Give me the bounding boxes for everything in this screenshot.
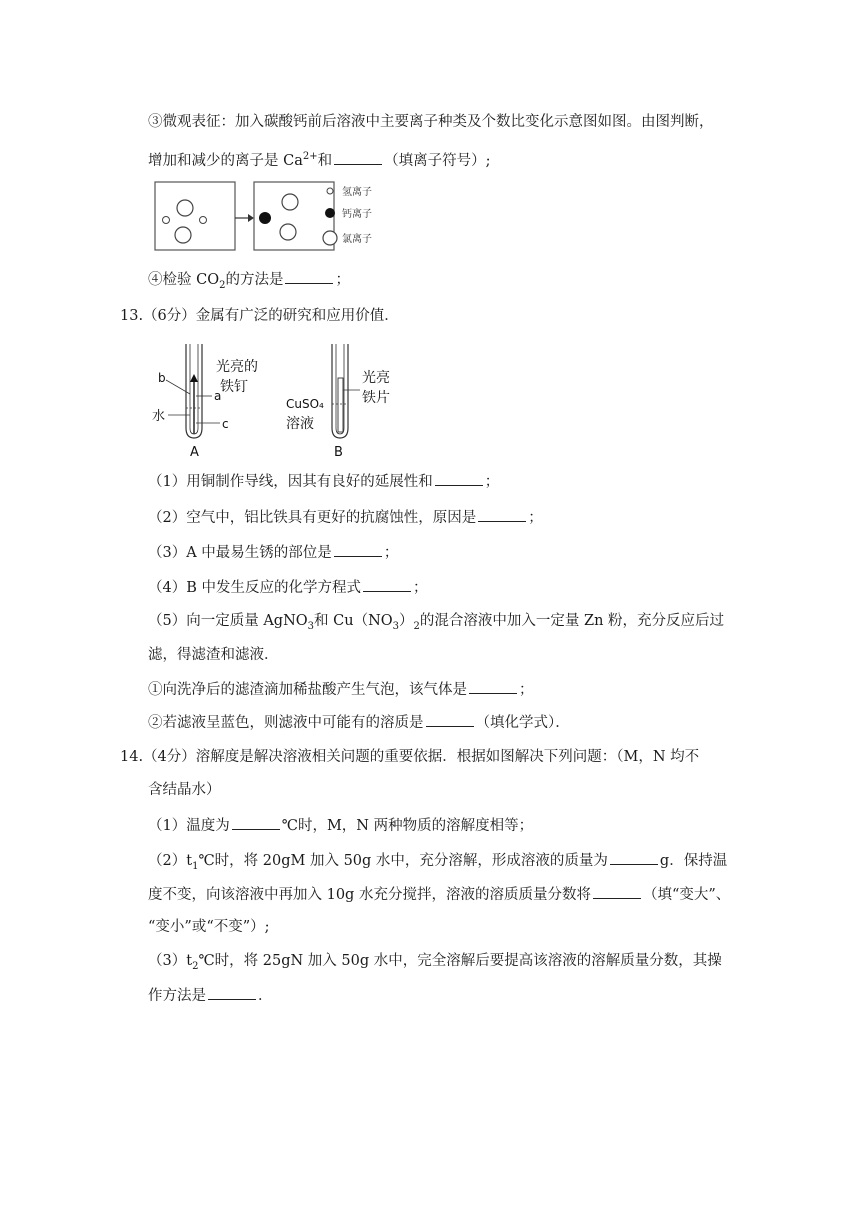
q13-p3-end: ； bbox=[383, 545, 399, 561]
q13-p5a-end: ； bbox=[519, 682, 534, 698]
q13-p5b bbox=[148, 712, 570, 733]
q14-p2-mid: ℃时，将 20gM 加入 50g 水中，充分溶解，形成溶液的质量为 bbox=[198, 853, 608, 869]
q13-p5b-text: ②若滤液呈蓝色，则滤液中可能有的溶质是 bbox=[148, 715, 424, 731]
q13-sub-3: 2 bbox=[413, 620, 420, 632]
q13-p5-mid2: ） bbox=[399, 613, 414, 629]
q13-p1-end: ； bbox=[484, 474, 500, 490]
q12-part4-text: ④检验 CO bbox=[148, 272, 220, 288]
q12-part3-line2 bbox=[148, 150, 491, 171]
chloride-ion bbox=[280, 224, 296, 240]
q14-p3-post: ℃时，将 25gN 加入 50g 水中，完全溶解后要提高该溶液的溶解质量分数，其操 bbox=[198, 953, 722, 969]
q13-sub-2: 3 bbox=[392, 620, 400, 632]
q14-p2-line2-post: （填“变大”、 bbox=[642, 887, 731, 903]
q13-p5a-blank[interactable] bbox=[469, 679, 517, 694]
q12-part4-method: 的方法是 bbox=[225, 272, 284, 288]
q12-ca-charge: 2+ bbox=[302, 151, 318, 163]
calcium-ion bbox=[259, 212, 271, 224]
q14-p3-line2-end: ． bbox=[258, 988, 273, 1004]
q14-p2-text: （2）t bbox=[148, 853, 193, 869]
legend-calcium-icon bbox=[325, 208, 335, 218]
q13-p1-text: （1）用铜制作导线，因其有良好的延展性和 bbox=[148, 474, 433, 490]
legend-hydrogen: 氢离子 bbox=[342, 187, 372, 198]
q14-p3-line2-text: 作方法是 bbox=[148, 988, 206, 1004]
q14-title: 14.（4分）溶解度是解决溶液相关问题的重要依据．根据如图解决下列问题：（M，N 均不 bbox=[120, 749, 700, 765]
q14-p3 bbox=[148, 951, 722, 971]
q12-part3-text: 增加和减少的离子是 Ca bbox=[148, 153, 303, 169]
q14-p3-blank[interactable] bbox=[208, 985, 256, 1000]
q13-p2 bbox=[148, 507, 543, 528]
q14-p2-line2 bbox=[148, 884, 730, 905]
iron-plate bbox=[338, 378, 343, 432]
hydrogen-ion bbox=[163, 217, 170, 224]
hydrogen-ion bbox=[200, 217, 207, 224]
q12-part4 bbox=[148, 269, 350, 290]
q14-p1 bbox=[148, 815, 533, 836]
q14-t1-sub: 1 bbox=[192, 860, 199, 872]
legend-calcium: 钙离子 bbox=[342, 209, 372, 220]
q13-p5a bbox=[148, 679, 534, 700]
q13-p2-end: ； bbox=[528, 510, 543, 526]
q13-p5b-blank[interactable] bbox=[426, 712, 474, 727]
q13-p2-text: （2）空气中，铝比铁具有更好的抗腐蚀性，原因是 bbox=[148, 510, 477, 526]
q14-title-line2: 含结晶水） bbox=[148, 782, 221, 798]
q12-answer-blank[interactable] bbox=[334, 150, 382, 165]
chloride-ion bbox=[282, 194, 298, 210]
q13-p2-blank[interactable] bbox=[478, 507, 526, 522]
caption-a: A bbox=[190, 445, 199, 460]
plate-label-1: 光亮 bbox=[362, 370, 390, 386]
nail-label-2: 铁钉 bbox=[220, 379, 248, 395]
q13-p5-line2: 滤，得滤渣和滤液． bbox=[148, 647, 279, 663]
q13-p3-blank[interactable] bbox=[334, 542, 382, 557]
q12-co2-sub: 2 bbox=[219, 279, 226, 291]
q14-p3-line2 bbox=[148, 985, 273, 1006]
q14-p1-post: ℃时，M，N 两种物质的溶解度相等； bbox=[281, 818, 534, 834]
q12-part3-line1: ③微观表征：加入碳酸钙前后溶液中主要离子种类及个数比变化示意图如图。由图判断， bbox=[148, 114, 714, 130]
q14-p2 bbox=[148, 850, 727, 871]
caption-b: B bbox=[334, 445, 343, 460]
q13-sub-1: 3 bbox=[307, 620, 315, 632]
plate-label-2: 铁片 bbox=[362, 390, 390, 406]
q13-p1-blank[interactable] bbox=[435, 471, 483, 486]
before-box bbox=[155, 182, 235, 250]
q12-part3-and: 和 bbox=[317, 153, 333, 169]
label-a: a bbox=[214, 389, 222, 403]
label-water: 水 bbox=[152, 409, 166, 424]
q13-p5-post: 的混合溶液中加入一定量 Zn 粉，充分反应后过 bbox=[419, 613, 725, 629]
q14-p2-line2-blank[interactable] bbox=[593, 884, 641, 899]
q14-p2-blank[interactable] bbox=[610, 850, 658, 865]
q13-p1 bbox=[148, 471, 499, 492]
q13-p4-blank[interactable] bbox=[363, 577, 411, 592]
nail-head bbox=[190, 374, 198, 382]
ion-diagram bbox=[150, 180, 400, 255]
chloride-ion bbox=[177, 200, 193, 216]
q12-part4-blank[interactable] bbox=[285, 269, 333, 284]
q13-p5-line1 bbox=[148, 611, 724, 631]
q13-p4-end: ； bbox=[413, 580, 428, 596]
q12-part3-hint: （填离子符号）; bbox=[384, 153, 491, 169]
q14-p2-line3: “变小”或“不变”）; bbox=[148, 919, 270, 935]
solution-label-2: 溶液 bbox=[286, 416, 314, 432]
q14-p1-text: （1）温度为 bbox=[148, 818, 230, 834]
q13-p5-mid: 和 Cu（NO bbox=[314, 613, 393, 629]
q14-p2-line2-text: 度不变，向该溶液中再加入 10g 水充分搅拌，溶液的溶质质量分数将 bbox=[148, 887, 591, 903]
q13-p3-text: （3）A 中最易生锈的部位是 bbox=[148, 545, 332, 561]
solution-label-1: CuSO₄ bbox=[286, 397, 324, 411]
q14-p3-text: （3）t bbox=[148, 953, 193, 969]
test-tube-figures bbox=[150, 338, 410, 460]
legend-chloride-icon bbox=[323, 231, 337, 245]
q13-p5-text: （5）向一定质量 AgNO bbox=[148, 613, 308, 629]
label-c: c bbox=[222, 417, 229, 431]
q14-p1-blank[interactable] bbox=[232, 815, 280, 830]
nail-label-1: 光亮的 bbox=[216, 359, 258, 375]
chloride-ion bbox=[175, 227, 191, 243]
q13-p3 bbox=[148, 542, 398, 563]
q14-p2-post: g．保持温 bbox=[659, 853, 728, 869]
legend-hydrogen-icon bbox=[327, 188, 333, 194]
q13-p4-text: （4）B 中发生反应的化学方程式 bbox=[148, 580, 361, 596]
legend-chloride: 氯离子 bbox=[342, 234, 372, 245]
q12-part4-end: ； bbox=[335, 272, 350, 288]
q13-p5a-text: ①向洗净后的滤渣滴加稀盐酸产生气泡，该气体是 bbox=[148, 682, 467, 698]
label-b: b bbox=[158, 371, 166, 385]
q13-p5b-end: （填化学式）． bbox=[475, 715, 570, 731]
q13-p4 bbox=[148, 577, 428, 598]
arrow-head bbox=[248, 214, 254, 222]
q14-t2-sub: 2 bbox=[192, 960, 199, 972]
q13-title: 13.（6分）金属有广泛的研究和应用价值． bbox=[120, 308, 399, 324]
